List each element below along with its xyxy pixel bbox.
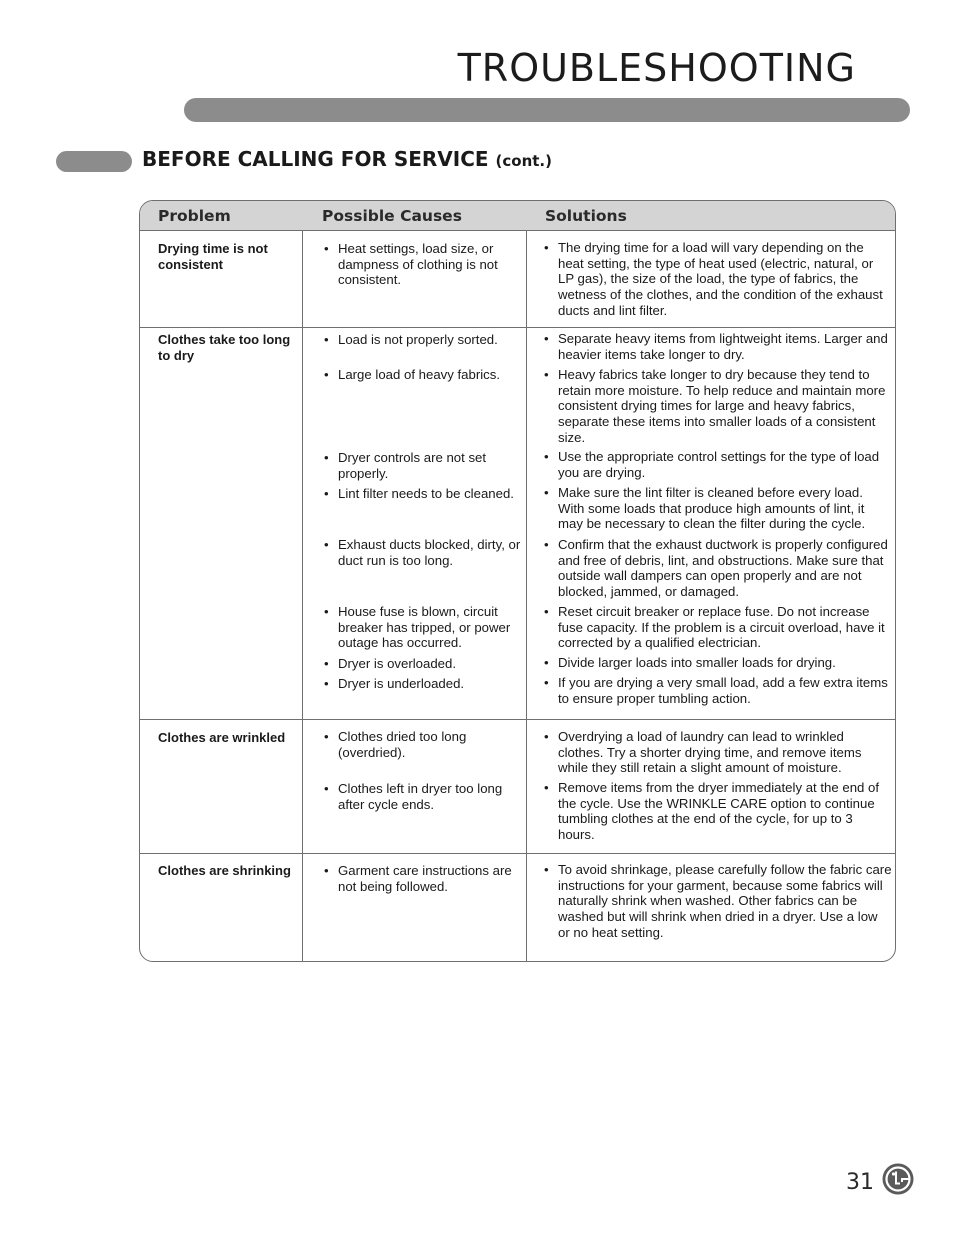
bullet-icon: • bbox=[324, 863, 329, 878]
bullet-icon: • bbox=[324, 450, 329, 465]
solution-item bbox=[544, 862, 892, 941]
column-header-causes: Possible Causes bbox=[322, 207, 462, 225]
bullet-icon: • bbox=[544, 862, 549, 877]
solution-item bbox=[544, 331, 892, 362]
cause-text: Large load of heavy fabrics. bbox=[338, 367, 501, 382]
column-header-solutions: Solutions bbox=[545, 207, 627, 225]
section-suffix: (cont.) bbox=[495, 152, 552, 170]
bullet-icon: • bbox=[324, 241, 329, 256]
bullet-icon: • bbox=[544, 449, 549, 464]
cause-text: House fuse is blown, circuit breaker has tripped, or power outage has occurred. bbox=[338, 604, 511, 651]
cause-item bbox=[324, 676, 528, 692]
bullet-icon: • bbox=[544, 240, 549, 255]
cause-item bbox=[324, 332, 528, 348]
solution-item bbox=[544, 780, 892, 843]
bullet-icon: • bbox=[544, 367, 549, 382]
cause-text: Clothes dried too long (overdried). bbox=[338, 729, 467, 760]
row-problem: Clothes are wrinkled bbox=[158, 730, 286, 745]
row-problem: Clothes are shrinking bbox=[158, 863, 291, 878]
solution-item bbox=[544, 367, 892, 446]
solution-item bbox=[544, 537, 892, 600]
cause-text: Heat settings, load size, or dampness of clothing is not consistent. bbox=[338, 241, 498, 288]
row-divider bbox=[140, 719, 895, 720]
cause-item bbox=[324, 729, 528, 760]
bullet-icon: • bbox=[324, 676, 329, 691]
bullet-icon: • bbox=[544, 655, 549, 670]
cause-text: Garment care instructions are not being followed. bbox=[338, 863, 512, 894]
row-divider bbox=[140, 327, 895, 328]
page-number: 31 bbox=[846, 1170, 874, 1195]
solution-item bbox=[544, 604, 892, 651]
solution-text: Use the appropriate control settings for the type of load you are drying. bbox=[558, 449, 880, 480]
bullet-icon: • bbox=[324, 486, 329, 501]
solution-text: Divide larger loads into smaller loads for drying. bbox=[558, 655, 836, 670]
bullet-icon: • bbox=[324, 781, 329, 796]
cause-item bbox=[324, 367, 528, 383]
lg-logo-icon bbox=[882, 1163, 914, 1195]
bullet-icon: • bbox=[324, 367, 329, 382]
cause-item bbox=[324, 656, 528, 672]
column-divider bbox=[302, 201, 303, 961]
bullet-icon: • bbox=[544, 537, 549, 552]
bullet-icon: • bbox=[544, 485, 549, 500]
row-problem: Drying time is not consistent bbox=[158, 241, 268, 272]
solution-item bbox=[544, 449, 892, 480]
solution-text: Make sure the lint filter is cleaned before every load. With some loads that produce high amounts of lint, it may be necessary to clean the filter during the cycle. bbox=[558, 485, 866, 532]
cause-text: Dryer is overloaded. bbox=[338, 656, 457, 671]
cause-item bbox=[324, 450, 528, 481]
solution-text: Remove items from the dryer immediately at the end of the cycle. Use the WRINKLE CARE option to continue tumbling clothes at the end of the cycle, for up to 3 hours. bbox=[558, 780, 880, 843]
cause-item bbox=[324, 486, 528, 502]
cause-item bbox=[324, 604, 528, 651]
section-title: BEFORE CALLING FOR SERVICE bbox=[142, 147, 489, 171]
solution-item bbox=[544, 675, 892, 706]
column-divider bbox=[526, 201, 527, 961]
cause-text: Exhaust ducts blocked, dirty, or duct run is too long. bbox=[338, 537, 521, 568]
cause-item bbox=[324, 241, 528, 288]
section-marker-pill bbox=[56, 151, 132, 172]
solution-text: To avoid shrinkage, please carefully follow the fabric care instructions for your garment, because some fabrics will naturally shrink when washed. Other fabrics can be washed but will shrink when dried in a dryer. Use a low or no heat setting. bbox=[558, 862, 892, 940]
cause-item bbox=[324, 537, 528, 568]
row-divider bbox=[140, 853, 895, 854]
solution-item bbox=[544, 729, 892, 776]
bullet-icon: • bbox=[544, 604, 549, 619]
cause-text: Dryer controls are not set properly. bbox=[338, 450, 487, 481]
cause-text: Lint filter needs to be cleaned. bbox=[338, 486, 514, 501]
solution-item bbox=[544, 655, 892, 671]
cause-item bbox=[324, 781, 528, 812]
solution-text: Heavy fabrics take longer to dry because they tend to retain more moisture. To help reduce and maintain more consistent drying times for large and heavy fabrics, separate these items into smaller loads of a consistent size. bbox=[558, 367, 886, 445]
solution-text: The drying time for a load will vary depending on the heat setting, the type of heat used (electric, natural, or LP gas), the size of the load, the type of fabrics, the wetness of the clothes, and the condition of the exhaust ducts and lint filter. bbox=[558, 240, 883, 318]
bullet-icon: • bbox=[324, 604, 329, 619]
table-header bbox=[140, 201, 895, 231]
row-problem: Clothes take too long to dry bbox=[158, 332, 291, 363]
solution-text: If you are drying a very small load, add a few extra items to ensure proper tumbling action. bbox=[558, 675, 888, 706]
solution-text: Overdrying a load of laundry can lead to wrinkled clothes. Try a shorter drying time, and remove items while they still retain a slight amount of moisture. bbox=[558, 729, 862, 776]
troubleshooting-table bbox=[139, 200, 896, 962]
column-header-problem: Problem bbox=[158, 207, 231, 225]
section-heading bbox=[142, 147, 552, 171]
bullet-icon: • bbox=[544, 780, 549, 795]
solution-item bbox=[544, 485, 892, 532]
solution-text: Confirm that the exhaust ductwork is properly configured and free of debris, lint, and obstructions. Make sure that outside wall dampers can open properly and are not blocked, jammed, or damaged. bbox=[558, 537, 888, 600]
cause-text: Load is not properly sorted. bbox=[338, 332, 498, 347]
cause-text: Clothes left in dryer too long after cycle ends. bbox=[338, 781, 503, 812]
solution-text: Reset circuit breaker or replace fuse. Do not increase fuse capacity. If the problem is a circuit overload, have it corrected by a qualified electrician. bbox=[558, 604, 885, 651]
bullet-icon: • bbox=[324, 332, 329, 347]
bullet-icon: • bbox=[324, 729, 329, 744]
cause-item bbox=[324, 863, 528, 894]
bullet-icon: • bbox=[544, 729, 549, 744]
cause-text: Dryer is underloaded. bbox=[338, 676, 465, 691]
solution-text: Separate heavy items from lightweight items. Larger and heavier items take longer to dry. bbox=[558, 331, 888, 362]
bullet-icon: • bbox=[544, 331, 549, 346]
bullet-icon: • bbox=[544, 675, 549, 690]
bullet-icon: • bbox=[324, 537, 329, 552]
title-underline-bar bbox=[184, 98, 910, 122]
page-title: TROUBLESHOOTING bbox=[457, 46, 856, 90]
bullet-icon: • bbox=[324, 656, 329, 671]
solution-item bbox=[544, 240, 892, 319]
